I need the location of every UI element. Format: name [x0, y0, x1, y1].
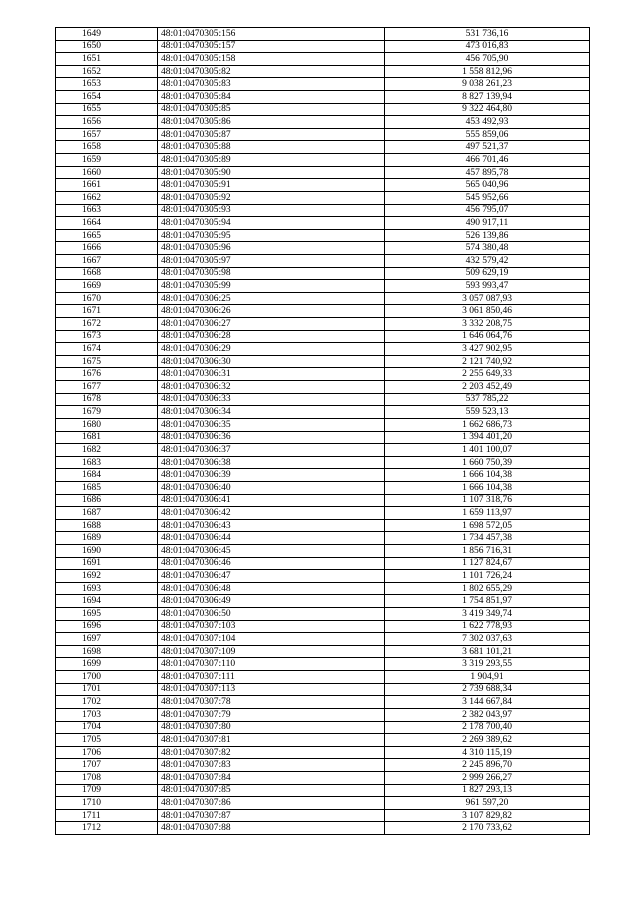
row-number-cell: 1650	[56, 40, 158, 53]
cadastral-value-cell: 555 859,06	[385, 128, 590, 141]
table-row	[56, 708, 590, 721]
cadastral-value-cell: 3 419 349,74	[385, 608, 590, 621]
cadastral-value-cell: 2 382 043,97	[385, 708, 590, 721]
row-number-cell: 1654	[56, 91, 158, 104]
table-row	[56, 166, 590, 179]
cadastral-number-cell: 48:01:0470306:34	[158, 406, 385, 419]
cadastral-value-cell: 1 622 778,93	[385, 620, 590, 633]
table-row	[56, 78, 590, 91]
cadastral-value-cell: 565 040,96	[385, 179, 590, 192]
row-number-cell: 1679	[56, 406, 158, 419]
cadastral-value-cell: 2 170 733,62	[385, 822, 590, 835]
cadastral-value-cell: 537 785,22	[385, 393, 590, 406]
cadastral-value-cell: 2 739 688,34	[385, 683, 590, 696]
row-number-cell: 1655	[56, 103, 158, 116]
row-number-cell: 1664	[56, 217, 158, 230]
row-number-cell: 1701	[56, 683, 158, 696]
table-row	[56, 343, 590, 356]
row-number-cell: 1703	[56, 708, 158, 721]
cadastral-number-cell: 48:01:0470306:32	[158, 381, 385, 394]
cadastral-value-cell: 3 427 902,95	[385, 343, 590, 356]
cadastral-value-cell: 509 629,19	[385, 267, 590, 280]
cadastral-number-cell: 48:01:0470307:86	[158, 797, 385, 810]
row-number-cell: 1692	[56, 570, 158, 583]
row-number-cell: 1698	[56, 645, 158, 658]
cadastral-value-cell: 497 521,37	[385, 141, 590, 154]
row-number-cell: 1659	[56, 154, 158, 167]
cadastral-value-cell: 3 319 293,55	[385, 658, 590, 671]
table-row	[56, 53, 590, 66]
table-row	[56, 633, 590, 646]
table-row	[56, 557, 590, 570]
cadastral-value-cell: 545 952,66	[385, 191, 590, 204]
table-row	[56, 456, 590, 469]
cadastral-value-cell: 453 492,93	[385, 116, 590, 129]
cadastral-value-cell: 1 101 726,24	[385, 570, 590, 583]
cadastral-number-cell: 48:01:0470306:47	[158, 570, 385, 583]
table-row	[56, 292, 590, 305]
cadastral-number-cell: 48:01:0470305:157	[158, 40, 385, 53]
cadastral-number-cell: 48:01:0470305:93	[158, 204, 385, 217]
cadastral-number-cell: 48:01:0470307:113	[158, 683, 385, 696]
row-number-cell: 1709	[56, 784, 158, 797]
table-row	[56, 128, 590, 141]
cadastral-value-cell: 9 038 261,23	[385, 78, 590, 91]
row-number-cell: 1693	[56, 582, 158, 595]
table-row	[56, 28, 590, 41]
row-number-cell: 1694	[56, 595, 158, 608]
table-row	[56, 217, 590, 230]
cadastral-value-cell: 1 646 064,76	[385, 330, 590, 343]
row-number-cell: 1702	[56, 696, 158, 709]
row-number-cell: 1668	[56, 267, 158, 280]
cadastral-number-cell: 48:01:0470306:40	[158, 481, 385, 494]
cadastral-value-cell: 432 579,42	[385, 254, 590, 267]
cadastral-value-cell: 1 698 572,05	[385, 519, 590, 532]
row-number-cell: 1691	[56, 557, 158, 570]
row-number-cell: 1695	[56, 608, 158, 621]
table-row	[56, 608, 590, 621]
table-row	[56, 141, 590, 154]
cadastral-value-cell: 2 999 266,27	[385, 771, 590, 784]
row-number-cell: 1711	[56, 809, 158, 822]
cadastral-number-cell: 48:01:0470305:99	[158, 280, 385, 293]
row-number-cell: 1674	[56, 343, 158, 356]
cadastral-number-cell: 48:01:0470305:91	[158, 179, 385, 192]
cadastral-value-cell: 1 662 686,73	[385, 418, 590, 431]
cadastral-value-cell: 2 269 389,62	[385, 734, 590, 747]
cadastral-number-cell: 48:01:0470305:94	[158, 217, 385, 230]
cadastral-value-cell: 9 322 464,80	[385, 103, 590, 116]
table-row	[56, 519, 590, 532]
table-row	[56, 318, 590, 331]
cadastral-value-cell: 3 144 667,84	[385, 696, 590, 709]
cadastral-number-cell: 48:01:0470306:30	[158, 355, 385, 368]
row-number-cell: 1669	[56, 280, 158, 293]
cadastral-value-cell: 1 856 716,31	[385, 544, 590, 557]
row-number-cell: 1710	[56, 797, 158, 810]
cadastral-number-cell: 48:01:0470307:109	[158, 645, 385, 658]
cadastral-value-cell: 593 993,47	[385, 280, 590, 293]
cadastral-number-cell: 48:01:0470306:41	[158, 494, 385, 507]
cadastral-value-cell: 1 827 293,13	[385, 784, 590, 797]
cadastral-number-cell: 48:01:0470306:39	[158, 469, 385, 482]
row-number-cell: 1683	[56, 456, 158, 469]
cadastral-value-cell: 2 255 649,33	[385, 368, 590, 381]
cadastral-value-cell: 490 917,11	[385, 217, 590, 230]
cadastral-number-cell: 48:01:0470306:48	[158, 582, 385, 595]
cadastral-value-cell: 559 523,13	[385, 406, 590, 419]
cadastral-value-table	[55, 27, 590, 835]
table-row	[56, 822, 590, 835]
table-row	[56, 507, 590, 520]
cadastral-number-cell: 48:01:0470306:44	[158, 532, 385, 545]
row-number-cell: 1661	[56, 179, 158, 192]
cadastral-number-cell: 48:01:0470305:89	[158, 154, 385, 167]
cadastral-value-cell: 8 827 139,94	[385, 91, 590, 104]
cadastral-value-cell: 1 660 750,39	[385, 456, 590, 469]
cadastral-value-cell: 456 795,07	[385, 204, 590, 217]
cadastral-number-cell: 48:01:0470305:87	[158, 128, 385, 141]
row-number-cell: 1657	[56, 128, 158, 141]
row-number-cell: 1662	[56, 191, 158, 204]
table-row	[56, 368, 590, 381]
cadastral-number-cell: 48:01:0470305:88	[158, 141, 385, 154]
row-number-cell: 1687	[56, 507, 158, 520]
table-row	[56, 570, 590, 583]
table-row	[56, 229, 590, 242]
cadastral-number-cell: 48:01:0470307:87	[158, 809, 385, 822]
cadastral-value-cell: 1 904,91	[385, 671, 590, 684]
cadastral-number-cell: 48:01:0470306:31	[158, 368, 385, 381]
cadastral-number-cell: 48:01:0470306:29	[158, 343, 385, 356]
row-number-cell: 1678	[56, 393, 158, 406]
cadastral-value-cell: 3 681 101,21	[385, 645, 590, 658]
cadastral-number-cell: 48:01:0470306:42	[158, 507, 385, 520]
cadastral-number-cell: 48:01:0470305:158	[158, 53, 385, 66]
row-number-cell: 1697	[56, 633, 158, 646]
row-number-cell: 1686	[56, 494, 158, 507]
row-number-cell: 1684	[56, 469, 158, 482]
cadastral-number-cell: 48:01:0470305:84	[158, 91, 385, 104]
cadastral-number-cell: 48:01:0470307:104	[158, 633, 385, 646]
table-row	[56, 103, 590, 116]
cadastral-value-cell: 1 107 318,76	[385, 494, 590, 507]
row-number-cell: 1682	[56, 444, 158, 457]
cadastral-value-cell: 2 178 700,40	[385, 721, 590, 734]
table-row	[56, 696, 590, 709]
table-row	[56, 406, 590, 419]
table-row	[56, 671, 590, 684]
cadastral-value-cell: 531 736,16	[385, 28, 590, 41]
cadastral-number-cell: 48:01:0470307:81	[158, 734, 385, 747]
table-row	[56, 721, 590, 734]
row-number-cell: 1696	[56, 620, 158, 633]
table-row	[56, 645, 590, 658]
table-row	[56, 65, 590, 78]
cadastral-value-cell: 473 016,83	[385, 40, 590, 53]
cadastral-number-cell: 48:01:0470306:36	[158, 431, 385, 444]
cadastral-number-cell: 48:01:0470306:26	[158, 305, 385, 318]
table-row	[56, 746, 590, 759]
table-row	[56, 431, 590, 444]
cadastral-number-cell: 48:01:0470306:38	[158, 456, 385, 469]
row-number-cell: 1704	[56, 721, 158, 734]
cadastral-number-cell: 48:01:0470305:86	[158, 116, 385, 129]
row-number-cell: 1649	[56, 28, 158, 41]
row-number-cell: 1671	[56, 305, 158, 318]
table-row	[56, 280, 590, 293]
row-number-cell: 1660	[56, 166, 158, 179]
cadastral-number-cell: 48:01:0470306:28	[158, 330, 385, 343]
cadastral-number-cell: 48:01:0470306:49	[158, 595, 385, 608]
table-row	[56, 381, 590, 394]
table-row	[56, 242, 590, 255]
table-row	[56, 418, 590, 431]
table-row	[56, 784, 590, 797]
row-number-cell: 1677	[56, 381, 158, 394]
cadastral-value-cell: 1 558 812,96	[385, 65, 590, 78]
table-row	[56, 658, 590, 671]
table-row	[56, 582, 590, 595]
row-number-cell: 1689	[56, 532, 158, 545]
row-number-cell: 1653	[56, 78, 158, 91]
cadastral-value-cell: 2 121 740,92	[385, 355, 590, 368]
table-row	[56, 40, 590, 53]
cadastral-number-cell: 48:01:0470307:80	[158, 721, 385, 734]
cadastral-number-cell: 48:01:0470306:45	[158, 544, 385, 557]
row-number-cell: 1706	[56, 746, 158, 759]
cadastral-number-cell: 48:01:0470305:85	[158, 103, 385, 116]
cadastral-value-cell: 1 666 104,38	[385, 469, 590, 482]
table-row	[56, 204, 590, 217]
row-number-cell: 1708	[56, 771, 158, 784]
table-row	[56, 469, 590, 482]
table-row	[56, 91, 590, 104]
cadastral-number-cell: 48:01:0470307:78	[158, 696, 385, 709]
row-number-cell: 1688	[56, 519, 158, 532]
cadastral-value-cell: 3 107 829,82	[385, 809, 590, 822]
cadastral-number-cell: 48:01:0470306:35	[158, 418, 385, 431]
table-row	[56, 267, 590, 280]
cadastral-value-cell: 961 597,20	[385, 797, 590, 810]
cadastral-number-cell: 48:01:0470307:110	[158, 658, 385, 671]
cadastral-value-cell: 457 895,78	[385, 166, 590, 179]
cadastral-value-cell: 3 061 850,46	[385, 305, 590, 318]
table-row	[56, 444, 590, 457]
row-number-cell: 1680	[56, 418, 158, 431]
row-number-cell: 1665	[56, 229, 158, 242]
row-number-cell: 1673	[56, 330, 158, 343]
cadastral-value-cell: 1 127 824,67	[385, 557, 590, 570]
row-number-cell: 1690	[56, 544, 158, 557]
cadastral-value-cell: 1 754 851,97	[385, 595, 590, 608]
table-row	[56, 734, 590, 747]
cadastral-number-cell: 48:01:0470305:97	[158, 254, 385, 267]
cadastral-value-cell: 1 394 401,20	[385, 431, 590, 444]
table-row	[56, 355, 590, 368]
cadastral-number-cell: 48:01:0470305:96	[158, 242, 385, 255]
row-number-cell: 1685	[56, 481, 158, 494]
cadastral-number-cell: 48:01:0470307:82	[158, 746, 385, 759]
row-number-cell: 1670	[56, 292, 158, 305]
table-row	[56, 544, 590, 557]
row-number-cell: 1707	[56, 759, 158, 772]
cadastral-number-cell: 48:01:0470306:37	[158, 444, 385, 457]
cadastral-number-cell: 48:01:0470306:27	[158, 318, 385, 331]
row-number-cell: 1652	[56, 65, 158, 78]
cadastral-number-cell: 48:01:0470305:98	[158, 267, 385, 280]
cadastral-number-cell: 48:01:0470305:95	[158, 229, 385, 242]
cadastral-value-cell: 7 302 037,63	[385, 633, 590, 646]
cadastral-number-cell: 48:01:0470306:50	[158, 608, 385, 621]
cadastral-value-cell: 1 734 457,38	[385, 532, 590, 545]
cadastral-number-cell: 48:01:0470305:156	[158, 28, 385, 41]
cadastral-value-cell: 1 666 104,38	[385, 481, 590, 494]
cadastral-value-cell: 1 659 113,97	[385, 507, 590, 520]
cadastral-number-cell: 48:01:0470307:84	[158, 771, 385, 784]
row-number-cell: 1712	[56, 822, 158, 835]
cadastral-number-cell: 48:01:0470305:92	[158, 191, 385, 204]
row-number-cell: 1681	[56, 431, 158, 444]
row-number-cell: 1675	[56, 355, 158, 368]
table-row	[56, 481, 590, 494]
cadastral-number-cell: 48:01:0470306:25	[158, 292, 385, 305]
table-row	[56, 494, 590, 507]
table-row	[56, 532, 590, 545]
cadastral-number-cell: 48:01:0470307:88	[158, 822, 385, 835]
cadastral-number-cell: 48:01:0470307:85	[158, 784, 385, 797]
row-number-cell: 1667	[56, 254, 158, 267]
cadastral-value-cell: 574 380,48	[385, 242, 590, 255]
cadastral-number-cell: 48:01:0470305:82	[158, 65, 385, 78]
cadastral-number-cell: 48:01:0470305:90	[158, 166, 385, 179]
table-row	[56, 116, 590, 129]
cadastral-number-cell: 48:01:0470307:79	[158, 708, 385, 721]
cadastral-number-cell: 48:01:0470305:83	[158, 78, 385, 91]
cadastral-number-cell: 48:01:0470307:103	[158, 620, 385, 633]
cadastral-value-cell: 4 310 115,19	[385, 746, 590, 759]
table-row	[56, 305, 590, 318]
row-number-cell: 1705	[56, 734, 158, 747]
table-body	[56, 28, 590, 835]
cadastral-number-cell: 48:01:0470306:46	[158, 557, 385, 570]
table-row	[56, 797, 590, 810]
cadastral-value-cell: 1 802 655,29	[385, 582, 590, 595]
table-row	[56, 254, 590, 267]
row-number-cell: 1666	[56, 242, 158, 255]
row-number-cell: 1699	[56, 658, 158, 671]
table-row	[56, 595, 590, 608]
table-row	[56, 179, 590, 192]
table-row	[56, 683, 590, 696]
table-row	[56, 154, 590, 167]
cadastral-value-cell: 526 139,86	[385, 229, 590, 242]
table-row	[56, 191, 590, 204]
cadastral-number-cell: 48:01:0470306:33	[158, 393, 385, 406]
row-number-cell: 1663	[56, 204, 158, 217]
table-row	[56, 771, 590, 784]
cadastral-number-cell: 48:01:0470306:43	[158, 519, 385, 532]
table-row	[56, 759, 590, 772]
row-number-cell: 1672	[56, 318, 158, 331]
table-row	[56, 620, 590, 633]
cadastral-number-cell: 48:01:0470307:83	[158, 759, 385, 772]
cadastral-value-cell: 3 057 087,93	[385, 292, 590, 305]
table-row	[56, 393, 590, 406]
cadastral-value-cell: 2 245 896,70	[385, 759, 590, 772]
cadastral-value-cell: 1 401 100,07	[385, 444, 590, 457]
row-number-cell: 1676	[56, 368, 158, 381]
row-number-cell: 1658	[56, 141, 158, 154]
row-number-cell: 1656	[56, 116, 158, 129]
table-row	[56, 809, 590, 822]
row-number-cell: 1700	[56, 671, 158, 684]
cadastral-number-cell: 48:01:0470307:111	[158, 671, 385, 684]
cadastral-value-cell: 466 701,46	[385, 154, 590, 167]
row-number-cell: 1651	[56, 53, 158, 66]
cadastral-value-cell: 456 705,90	[385, 53, 590, 66]
table-row	[56, 330, 590, 343]
cadastral-value-cell: 3 332 208,75	[385, 318, 590, 331]
cadastral-value-cell: 2 203 452,49	[385, 381, 590, 394]
